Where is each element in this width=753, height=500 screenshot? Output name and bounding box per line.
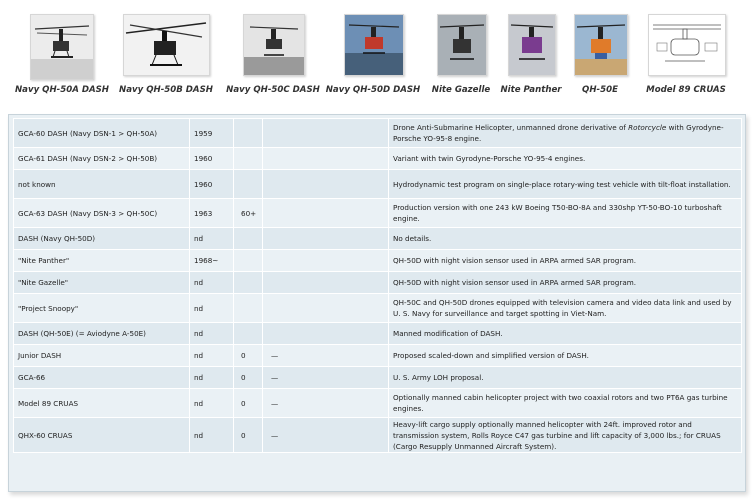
description-text: U. S. Army LOH proposal.	[393, 373, 484, 382]
designation-cell: "Nite Gazelle"	[14, 272, 190, 294]
year-cell: 1960	[190, 148, 234, 170]
designation-cell: "Nite Panther"	[14, 250, 190, 272]
quantity-cell: 0	[234, 418, 263, 453]
photo-caption: Navy QH-50B DASH	[119, 85, 213, 95]
helicopter-photo-icon	[31, 15, 93, 79]
description-text: No details.	[393, 234, 432, 243]
year-cell: nd	[190, 294, 234, 323]
designation-cell: DASH (Navy QH-50D)	[14, 228, 190, 250]
photo-caption: Model 89 CRUAS	[646, 85, 726, 95]
extra-cell	[263, 323, 389, 345]
variants-table	[13, 118, 742, 453]
helicopter-photo-icon	[345, 15, 403, 75]
table-row	[14, 345, 742, 367]
helicopter-drawing-icon	[649, 15, 725, 75]
photo-nite-gazelle[interactable]	[437, 14, 487, 76]
description-emphasis: Rotorcycle	[628, 123, 667, 132]
table-row	[14, 389, 742, 418]
description-cell	[389, 294, 742, 323]
table-row	[14, 250, 742, 272]
photo-qh-50e[interactable]	[574, 14, 628, 76]
photo-qh-50b[interactable]	[123, 14, 210, 76]
year-cell: nd	[190, 367, 234, 389]
extra-cell: —	[263, 345, 389, 367]
year-cell: 1968~	[190, 250, 234, 272]
designation-cell: GCA-60 DASH (Navy DSN-1 > QH-50A)	[14, 119, 190, 148]
description-text: Production version with one 243 kW Boeing T50-BO-8A and 330shp YT-50-BO-10 turboshaft engine.	[393, 203, 722, 223]
description-cell	[389, 367, 742, 389]
extra-cell	[263, 294, 389, 323]
description-text: Hydrodynamic test program on single-place rotary-wing test vehicle with tilt-float installation.	[393, 179, 731, 189]
description-text: Manned modification of DASH.	[393, 329, 503, 338]
description-text: QH-50D with night vision sensor used in ARPA armed SAR program.	[393, 278, 637, 287]
extra-cell	[263, 170, 389, 199]
description-cell	[389, 228, 742, 250]
description-text: QH-50D with night vision sensor used in ARPA armed SAR program.	[393, 256, 637, 265]
designation-cell: not known	[14, 170, 190, 199]
extra-cell	[263, 272, 389, 294]
photo-caption: Navy QH-50A DASH	[14, 85, 110, 95]
extra-cell	[263, 250, 389, 272]
quantity-cell	[234, 148, 263, 170]
photo-nite-panther[interactable]	[508, 14, 556, 76]
extra-cell	[263, 228, 389, 250]
description-text: Optionally manned cabin helicopter project with two coaxial rotors and two PT6A gas turbine engines.	[393, 393, 728, 413]
designation-cell: QHX-60 CRUAS	[14, 418, 190, 453]
description-text: Heavy-lift cargo supply optionally manned helicopter with 24ft. improved rotor and transmission system, Rolls Royce C47 gas turbine and lift capacity of 3,000 lbs.; for CRUAS (Cargo Resupply Unmanned Aircraft System).	[393, 419, 721, 451]
designation-cell: Junior DASH	[14, 345, 190, 367]
description-cell	[389, 170, 742, 199]
extra-cell	[263, 119, 389, 148]
description-cell	[389, 389, 742, 418]
table-row	[14, 228, 742, 250]
description-cell	[389, 148, 742, 170]
description-cell	[389, 119, 742, 148]
description-text-tail: with Gyrodyne-Porsche YO-95-8 engine.	[393, 123, 724, 143]
table-row	[14, 119, 742, 148]
photo-caption: QH-50E	[582, 85, 618, 95]
photo-qh-50d[interactable]	[344, 14, 404, 76]
year-cell: nd	[190, 272, 234, 294]
description-text: Proposed scaled-down and simplified version of DASH.	[393, 351, 589, 360]
table-row	[14, 294, 742, 323]
helicopter-photo-icon	[244, 15, 304, 75]
variants-panel	[8, 114, 746, 492]
helicopter-photo-icon	[575, 15, 627, 75]
quantity-cell: 60+	[234, 199, 263, 228]
extra-cell: —	[263, 367, 389, 389]
quantity-cell	[234, 228, 263, 250]
photo-qh-50c[interactable]	[243, 14, 305, 76]
year-cell: 1963	[190, 199, 234, 228]
designation-cell: DASH (QH-50E) (= Aviodyne A-50E)	[14, 323, 190, 345]
description-cell	[389, 250, 742, 272]
table-row	[14, 272, 742, 294]
photo-caption: Navy QH-50D DASH	[325, 85, 421, 95]
year-cell: 1959	[190, 119, 234, 148]
year-cell: nd	[190, 323, 234, 345]
designation-cell: GCA-63 DASH (Navy DSN-3 > QH-50C)	[14, 199, 190, 228]
quantity-cell	[234, 323, 263, 345]
quantity-cell	[234, 119, 263, 148]
table-row	[14, 170, 742, 199]
photo-caption: Nite Panther	[500, 85, 562, 95]
extra-cell	[263, 148, 389, 170]
year-cell: nd	[190, 345, 234, 367]
description-cell	[389, 199, 742, 228]
year-cell: 1960	[190, 170, 234, 199]
description-cell	[389, 345, 742, 367]
quantity-cell	[234, 170, 263, 199]
photo-caption: Nite Gazelle	[431, 85, 491, 95]
quantity-cell: 0	[234, 389, 263, 418]
description-cell	[389, 418, 742, 453]
year-cell: nd	[190, 418, 234, 453]
year-cell: nd	[190, 228, 234, 250]
table-row	[14, 418, 742, 453]
table-row	[14, 199, 742, 228]
photo-gallery	[0, 0, 753, 112]
description-text: QH-50C and QH-50D drones equipped with television camera and video data link and used by U. S. Navy for surveillance and target spotting in Viet-Nam.	[393, 298, 732, 318]
quantity-cell	[234, 272, 263, 294]
photo-qh-50a[interactable]	[30, 14, 94, 80]
description-cell	[389, 323, 742, 345]
description-text: Drone Anti-Submarine Helicopter, unmanned drone derivative of	[393, 123, 629, 132]
extra-cell: —	[263, 418, 389, 453]
drawing-model-89-cruas[interactable]	[648, 14, 726, 76]
year-cell: nd	[190, 389, 234, 418]
designation-cell: GCA-61 DASH (Navy DSN-2 > QH-50B)	[14, 148, 190, 170]
description-cell	[389, 272, 742, 294]
description-text: Variant with twin Gyrodyne-Porsche YO-95-4 engines.	[393, 154, 586, 163]
quantity-cell: 0	[234, 367, 263, 389]
helicopter-photo-icon	[438, 15, 486, 75]
designation-cell: Model 89 CRUAS	[14, 389, 190, 418]
extra-cell	[263, 199, 389, 228]
quantity-cell	[234, 250, 263, 272]
quantity-cell	[234, 294, 263, 323]
table-row	[14, 367, 742, 389]
helicopter-photo-icon	[124, 15, 209, 75]
helicopter-photo-icon	[509, 15, 555, 75]
designation-cell: "Project Snoopy"	[14, 294, 190, 323]
extra-cell: —	[263, 389, 389, 418]
table-row	[14, 148, 742, 170]
photo-caption: Navy QH-50C DASH	[226, 85, 320, 95]
table-row	[14, 323, 742, 345]
designation-cell: GCA-66	[14, 367, 190, 389]
quantity-cell: 0	[234, 345, 263, 367]
